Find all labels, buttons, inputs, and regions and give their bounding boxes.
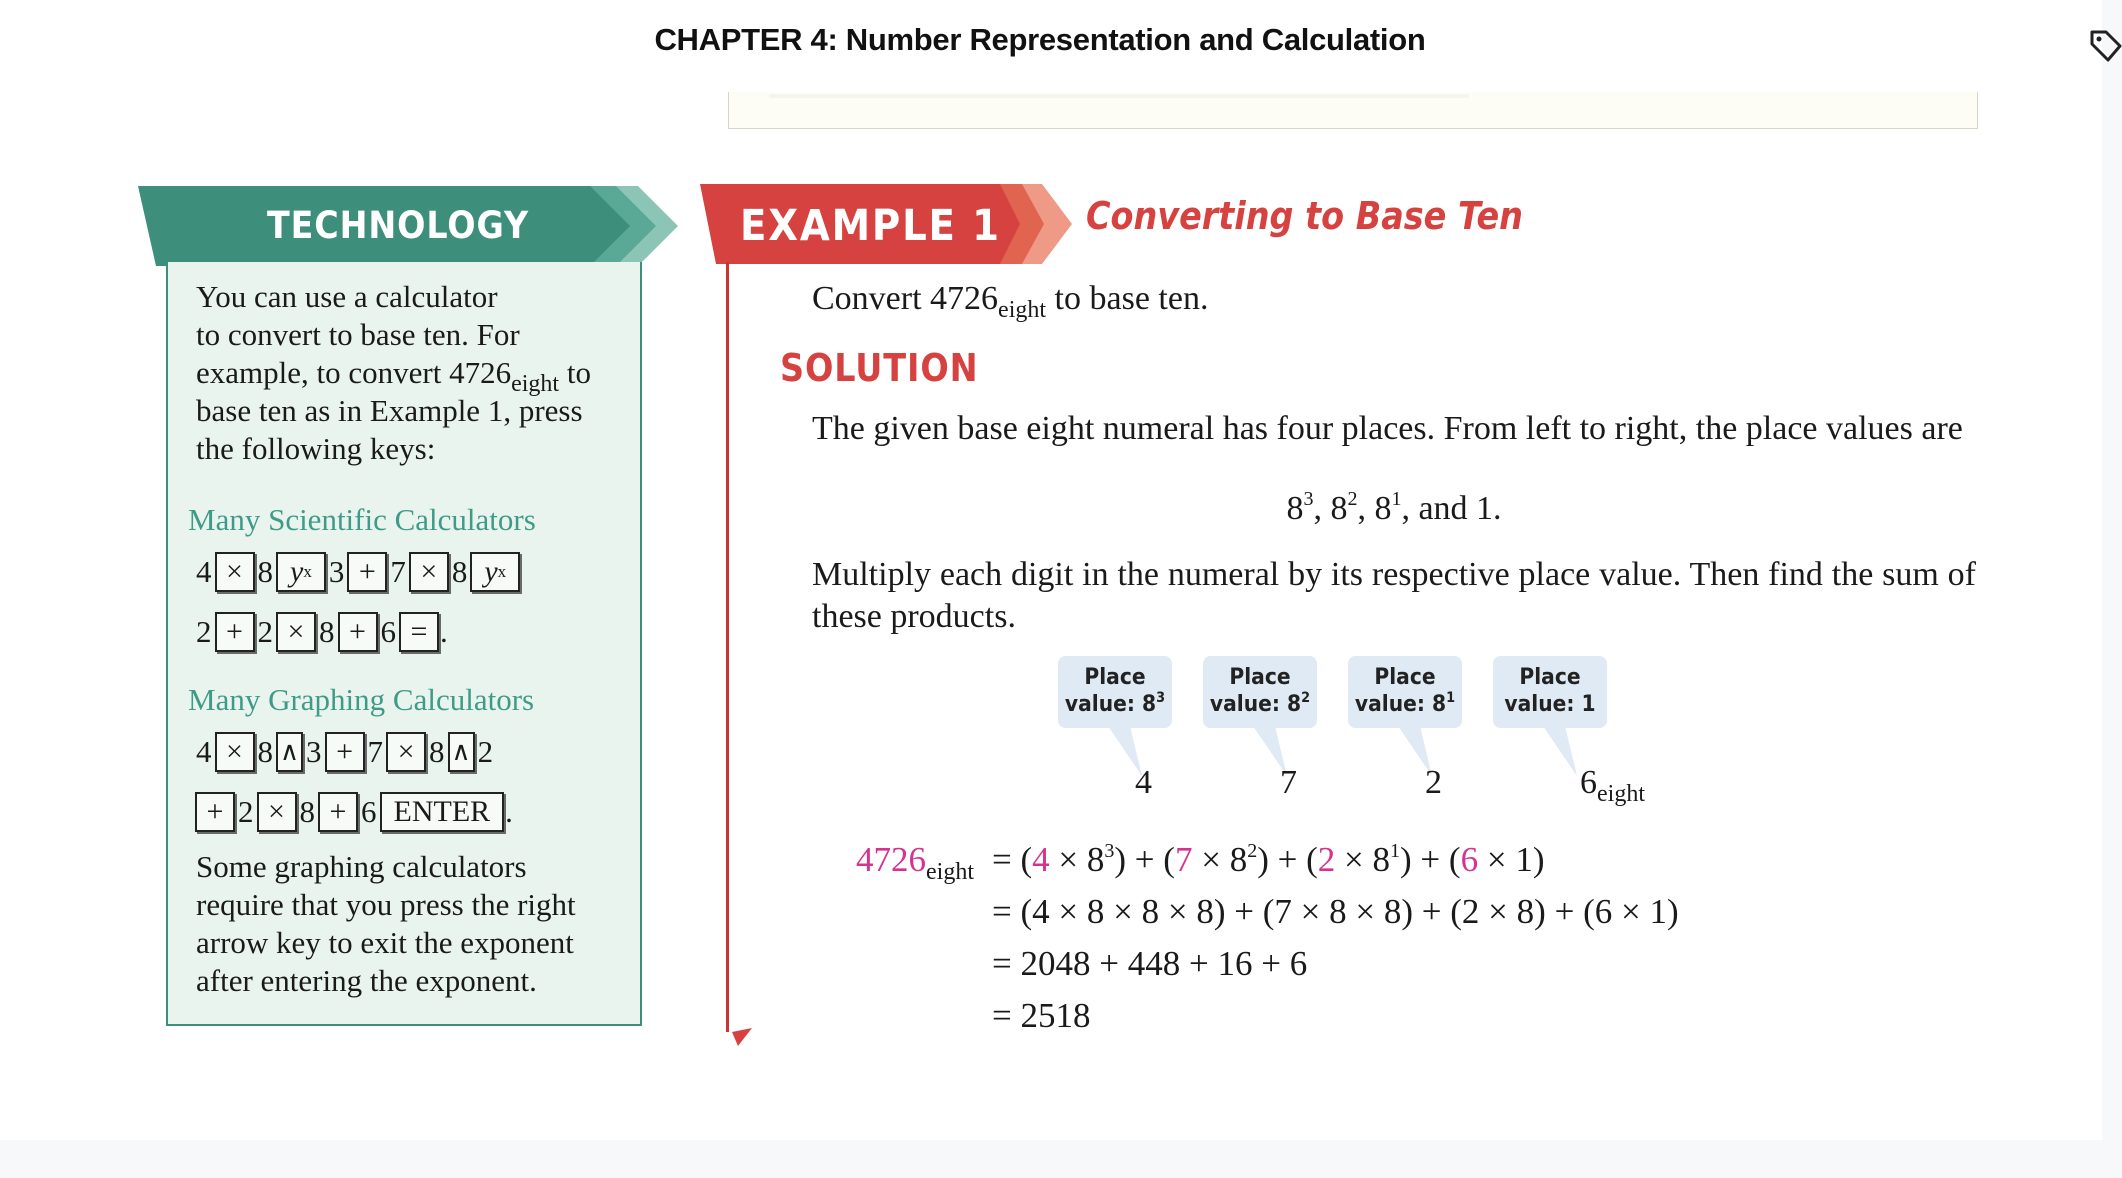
solution-label: SOLUTION [780,346,979,390]
corner-mark [732,1024,756,1048]
place-value-callout: Place value: $8^3$ [1058,656,1172,728]
equation-line-4: = 2518 [992,996,1091,1035]
place-value-callout: Place value: $8^2$ [1203,656,1317,728]
equation-line-2: = (4 × 8 × 8 × 8) + (7 × 8 × 8) + (2 × 8) + (6 × 1) [992,892,1679,931]
place-value-callout: Place value: 1 [1493,656,1607,728]
graphing-key-row-2: + 2 × 8 + 6 ENTER . [194,788,513,836]
equation-lhs: $4726_{eight}$ [856,840,974,885]
technology-note: Some graphing calculators require that you press the right arrow key to exit the exponent after entering the exponent. [196,849,576,998]
scientific-key-row-1: 4 × 8 y x 3 + 7 × 8 y x [194,548,521,596]
example-rule [726,262,729,1032]
previous-content-box [728,92,1978,129]
graphing-key-row-1: 4 × 8 ∧ 3 + 7 × 8 ∧ 2 [194,728,495,776]
solution-paragraph-2: Multiply each digit in the numeral by its respective place value. Then find the sum of these products. [812,556,1976,635]
digit: $6_{eight}$ [1580,764,1645,807]
digit: 4 [1135,764,1152,801]
scientific-calculators-title: Many Scientific Calculators [188,502,536,537]
place-value-callout: Place value: $8^1$ [1348,656,1462,728]
equation-line-1: = $(4 \times 8^3) + (7 \times 8^2) + (2 \times 8^1) + (6 \times 1)$ [992,840,1545,879]
equation-line-3: = 2048 + 448 + 16 + 6 [992,944,1308,983]
digit: 2 [1425,764,1442,801]
place-values-line: $8^3$, $8^2$, $8^1$, and 1. [1286,488,1502,527]
solution-paragraph-1: The given base eight numeral has four places. From left to right, the place values are [812,410,1963,447]
technology-header: TECHNOLOGY [266,204,530,247]
technology-intro: You can use a calculator to convert to base ten. For example, to convert $4726_{eight}$ to base ten as in Example 1, press the following keys: [196,279,591,466]
example-title: Converting to Base Ten [1086,194,1524,238]
example-label: EXAMPLE 1 [740,201,1001,251]
chapter-title: CHAPTER 4: Number Representation and Calculation [654,22,1426,57]
example-question: Convert $4726_{eight}$ to base ten. [812,280,1209,323]
digit: 7 [1280,764,1297,801]
graphing-calculators-title: Many Graphing Calculators [188,682,535,717]
scientific-key-row-2: 2 + 2 × 8 + 6 = . [194,608,448,656]
tag-icon[interactable] [2088,26,2122,66]
